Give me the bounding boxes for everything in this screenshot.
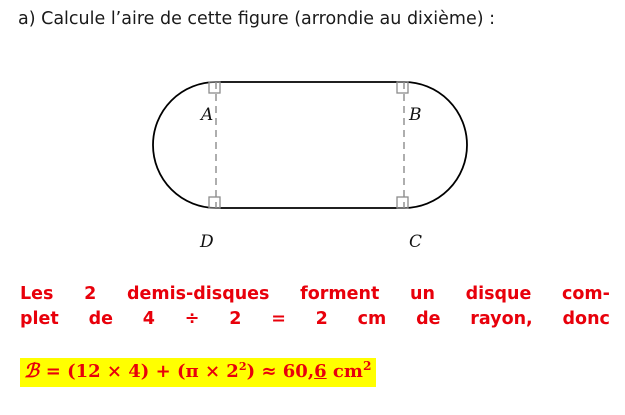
answer-word: donc bbox=[562, 308, 610, 329]
vertex-label-c: C bbox=[409, 232, 423, 252]
approx-sign: ≈ bbox=[261, 361, 277, 382]
vertex-label-b: B bbox=[409, 105, 422, 125]
result-integer-part: 60, bbox=[282, 361, 315, 382]
result-decimal-part: 6 bbox=[314, 361, 327, 382]
answer-word: Les bbox=[20, 284, 54, 304]
answer-word: 2 bbox=[315, 308, 328, 329]
area-symbol: ℬ bbox=[24, 360, 40, 382]
figure-svg bbox=[0, 50, 625, 260]
area-formula-highlighted bbox=[20, 358, 376, 387]
answer-word: un bbox=[409, 284, 435, 304]
answer-word: com- bbox=[562, 284, 610, 304]
equals-sign: = bbox=[45, 361, 61, 382]
answer-word: forment bbox=[300, 284, 380, 304]
rectangle-area-expression: (12 × 4) bbox=[67, 361, 150, 382]
answer-word: = bbox=[271, 308, 286, 329]
answer-word: de bbox=[416, 308, 441, 329]
right-angle-mark-a bbox=[209, 82, 220, 93]
question-text: a) Calcule l’aire de cette figure (arrondie au dixième) : bbox=[18, 9, 495, 29]
answer-word: demis-disques bbox=[126, 284, 270, 304]
answer-word: cm bbox=[357, 308, 387, 329]
vertex-label-a: A bbox=[201, 105, 214, 125]
answer-word: plet bbox=[20, 308, 59, 329]
answer-word: disque bbox=[465, 284, 532, 304]
closing-paren: ) bbox=[246, 361, 256, 382]
right-angle-mark-c bbox=[397, 197, 408, 208]
geometry-figure bbox=[0, 50, 625, 260]
answer-line-2 bbox=[20, 307, 610, 332]
answer-explanation bbox=[20, 282, 610, 332]
right-angle-mark-b bbox=[397, 82, 408, 93]
stadium-outline bbox=[153, 82, 467, 208]
answer-word: 4 bbox=[142, 308, 155, 329]
answer-word: 2 bbox=[229, 308, 242, 329]
answer-word: de bbox=[88, 308, 113, 329]
exponent-two: 2 bbox=[238, 360, 247, 373]
answer-word: ÷ bbox=[184, 308, 200, 329]
answer-line-1 bbox=[20, 282, 610, 307]
plus-sign: + bbox=[155, 361, 171, 382]
unit-label: cm bbox=[332, 361, 363, 382]
disc-area-expression: (π × 2 bbox=[176, 361, 239, 382]
answer-word: rayon, bbox=[470, 308, 533, 329]
unit-exponent: 2 bbox=[362, 359, 372, 373]
vertex-label-d: D bbox=[200, 232, 214, 252]
right-angle-mark-d bbox=[209, 197, 220, 208]
answer-word: 2 bbox=[84, 284, 97, 304]
